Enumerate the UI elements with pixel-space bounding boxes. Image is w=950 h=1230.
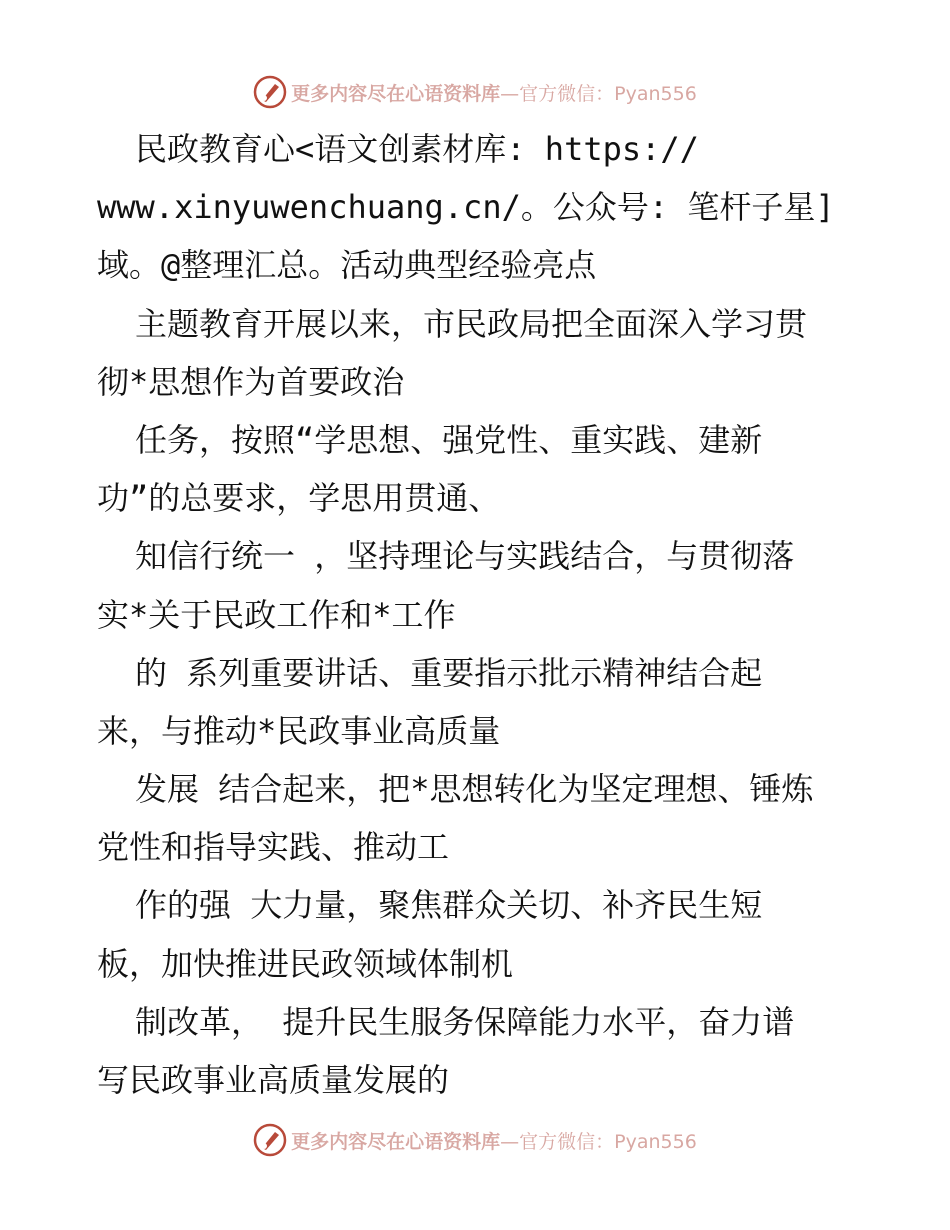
text-line: 制改革， 提升民生服务保障能力水平，奋力谱 — [135, 1002, 795, 1041]
text-line: 任务，按照“学思想、强党性、重实践、建新 — [135, 420, 763, 459]
text-line: 的 系列重要讲话、重要指示批示精神结合起 — [135, 653, 763, 692]
text-line: 域。@整理汇总。活动典型经验亮点 — [97, 246, 597, 285]
text-line: 知信行统一 ，坚持理论与实践结合，与贯彻落 — [135, 537, 795, 576]
text-line: 板，加快推进民政领域体制机 — [97, 944, 514, 983]
document-body — [97, 120, 867, 1109]
text-line: 写民政事业高质量发展的 — [97, 1061, 450, 1099]
quill-logo-icon — [253, 75, 287, 109]
text-line: 来，与推动*民政事业高质量 — [97, 711, 501, 750]
watermark-banner-bottom — [0, 1120, 950, 1160]
text-line: 作的强 大力量，聚焦群众关切、补齐民生短 — [135, 886, 763, 925]
text-line: 主题教育开展以来，市民政局把全面深入学习贯 — [135, 304, 808, 343]
text-line: 彻*思想作为首要政治 — [97, 362, 405, 401]
text-line: 发展 结合起来，把*思想转化为坚定理想、锤炼 — [135, 770, 814, 809]
text-line: 功”的总要求，学思用贯通、 — [97, 479, 501, 518]
watermark-text: 更多内容尽在心语资料库 — [291, 1130, 501, 1153]
quill-logo-icon — [253, 1123, 287, 1157]
text-line: 民政教育心<语文创素材库: https:// — [135, 130, 699, 168]
watermark-contact: —官方微信：Pyan556 — [500, 1130, 697, 1153]
text-line: 党性和指导实践、推动工 — [97, 828, 450, 867]
text-line: 实*关于民政工作和*工作 — [97, 595, 456, 634]
watermark-text: 更多内容尽在心语资料库 — [291, 82, 501, 105]
watermark-banner-top — [0, 72, 950, 112]
watermark-contact: —官方微信：Pyan556 — [500, 82, 697, 105]
text-line: www.xinyuwenchuang.cn/。公众号: 笔杆子星] — [97, 188, 835, 227]
